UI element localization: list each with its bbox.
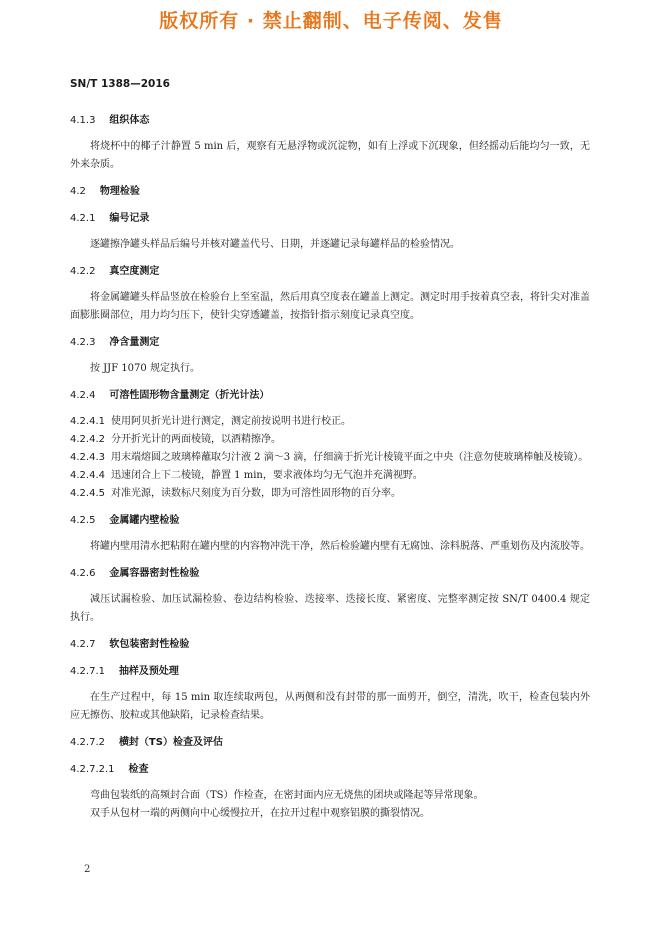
standard-number: SN/T 1388—2016 [70,78,170,90]
list-item: 4.2.4.3 用末端熔圆之玻璃棒蘸取匀汁液 2 滴～3 滴，仔细滴于折光计棱镜平面之中央（注意勿使玻璃棒触及棱镜）。 [70,452,589,463]
list-item: 4.2.4.4 迅速闭合上下二棱镜，静置 1 min，要求液体均匀无气泡并充满视野。 [70,470,423,481]
section-heading: 4.2.1 编号记录 [70,213,150,224]
paragraph: 减压试漏检验、加压试漏检验、卷边结构检验、迭接率、迭接长度、紧密度、完整率测定按 SN/T 0400.4 规定执行。 [70,594,590,623]
section-heading: 4.2 物理检验 [70,186,140,197]
paragraph: 将金属罐罐头样品竖放在检验台上至室温，然后用真空度表在罐盖上测定。测定时用手按着真空表，将针尖对准盖面膨胀圈部位，用力均匀压下，使针尖穿透罐盖，按指针指示刻度记录真空度。 [70,292,590,321]
section-heading: 4.2.6 金属容器密封性检验 [70,568,200,579]
list-item: 4.2.4.2 分开折光计的两面棱镜，以酒精擦净。 [70,434,281,445]
paragraph: 双手从包材一端的两侧向中心缓慢拉开，在拉开过程中观察铝膜的撕裂情况。 [90,808,430,819]
paragraph: 逐罐擦净罐头样品后编号并核对罐盖代号、日期，并逐罐记录每罐样品的检验情况。 [90,239,460,250]
paragraph: 按 JJF 1070 规定执行。 [90,363,200,374]
section-heading: 4.1.3 组织体态 [70,115,150,126]
paragraph: 弯曲包装纸的高频封合面（TS）作检查，在密封面内应无烧焦的团块或隆起等异常现象。 [90,790,484,801]
list-item: 4.2.4.5 对准光源，读数标尺刻度为百分数，即为可溶性固形物的百分率。 [70,488,401,499]
paragraph: 将罐内壁用清水把粘附在罐内壁的内容物冲洗干净，然后检验罐内壁有无腐蚀、涂料脱落、严重划伤及内流胶等。 [90,541,590,552]
section-heading: 4.2.3 净含量测定 [70,337,160,348]
copyright-watermark: 版权所有 · 禁止翻制、电子传阅、发售 [159,10,503,32]
section-heading: 4.2.2 真空度测定 [70,266,160,277]
section-heading: 4.2.4 可溶性固形物含量测定（折光计法） [70,390,270,401]
list-item: 4.2.4.1 使用阿贝折光计进行测定，测定前按说明书进行校正。 [70,416,351,427]
section-heading: 4.2.7.2.1 检查 [70,764,149,775]
section-heading: 4.2.7.1 抽样及预处理 [70,666,179,677]
section-heading: 4.2.7 软包装密封性检验 [70,639,190,650]
section-heading: 4.2.7.2 横封（TS）检查及评估 [70,737,223,748]
document-body [70,112,590,823]
section-heading: 4.2.5 金属罐内壁检验 [70,515,180,526]
page-number: 2 [84,864,91,875]
paragraph: 将烧杯中的椰子汁静置 5 min 后，观察有无悬浮物或沉淀物，如有上浮或下沉现象，但经摇动后能均匀一致，无外来杂质。 [70,141,590,170]
paragraph: 在生产过程中，每 15 min 取连续取两包，从两侧和没有封带的那一面剪开，倒空，清洗，吹干，检查包装内外应无擦伤、胶粒或其他缺陷，记录检查结果。 [70,692,590,721]
